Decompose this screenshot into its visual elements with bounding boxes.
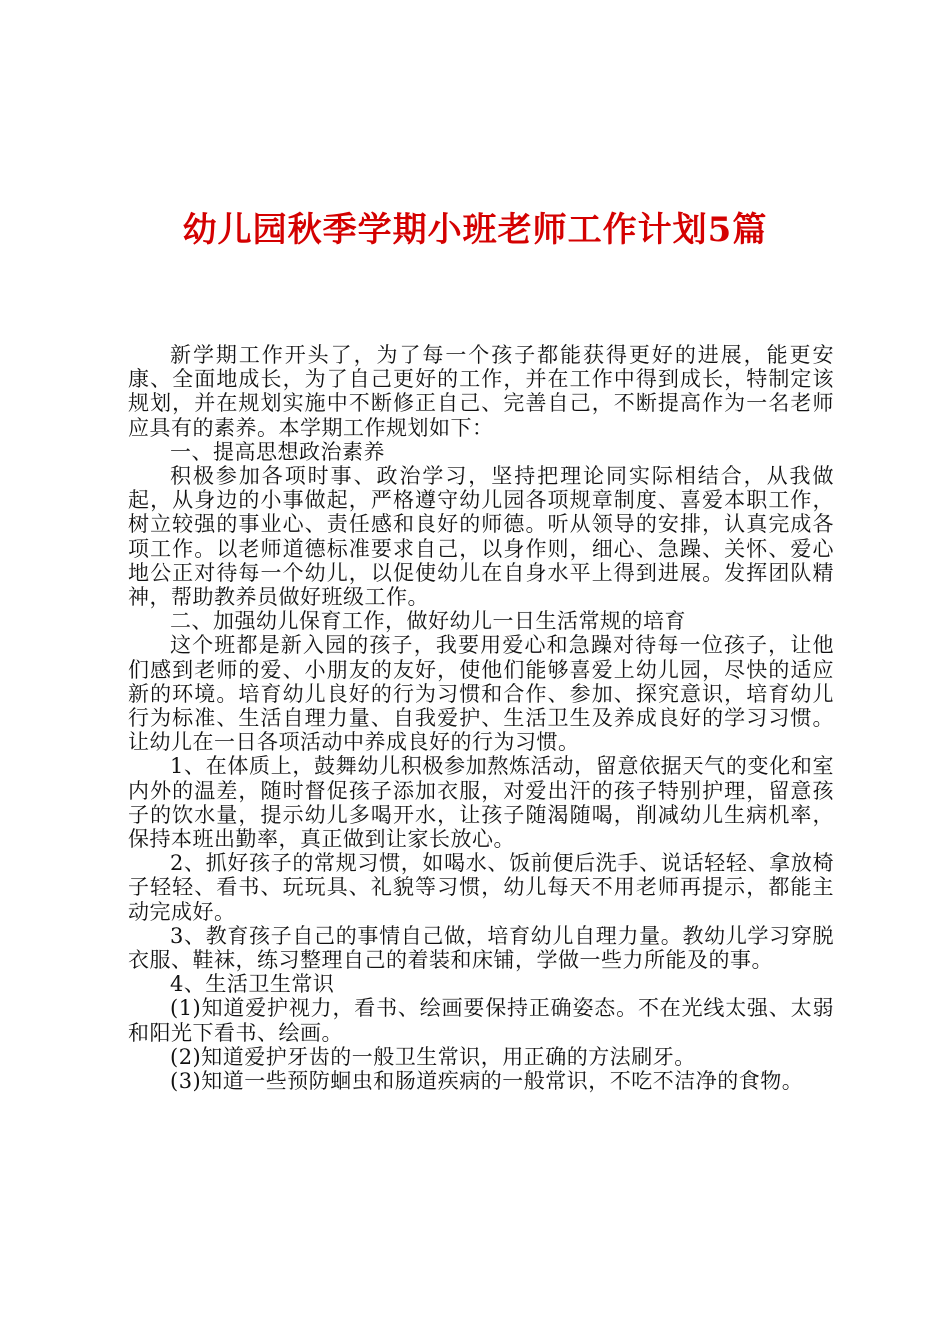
sub-list-item: (2)知道爱护牙齿的一般卫生常识，用正确的方法刷牙。 xyxy=(170,1044,696,1069)
document-body xyxy=(128,343,834,1093)
body-paragraph: 积极参加各项时事、政治学习，坚持把理论同实际相结合，从我做起，从身边的小事做起，严格遵守幼儿园各项规章制度、喜爱本职工作，树立较强的事业心、责任感和良好的师德。听从领导的安排，认真完成各项工作。以老师道德标准要求自己，以身作则，细心、急躁、关怀、爱心地公正对待每一个幼儿，以促使幼儿在自身水平上得到进展。发挥团队精神，帮助教养员做好班级工作。 xyxy=(128,464,834,610)
body-paragraph: 这个班都是新入园的孩子，我要用爱心和急躁对待每一位孩子，让他们感到老师的爱、小朋友的友好，使他们能够喜爱上幼儿园，尽快的适应新的环境。培育幼儿良好的行为习惯和合作、参加、探究意识，培育幼儿行为标准、生活自理力量、自我爱护、生活卫生及养成良好的学习习惯。让幼儿在一日各项活动中养成良好的行为习惯。 xyxy=(128,633,834,755)
list-item: 3、教育孩子自己的事情自己做，培育幼儿自理力量。教幼儿学习穿脱衣服、鞋袜，练习整理自己的着装和床铺，学做一些力所能及的事。 xyxy=(128,923,834,973)
list-item: 4、生活卫生常识 xyxy=(170,972,335,997)
list-item: 1、在体质上，鼓舞幼儿积极参加熬炼活动，留意依据天气的变化和室内外的温差，随时督促孩子添加衣服，对爱出汗的孩子特别护理，留意孩子的饮水量，提示幼儿多喝开水，让孩子随渴随喝，削减幼儿生病机率，保持本班出勤率，真正做到让家长放心。 xyxy=(128,754,834,852)
document-title: 幼儿园秋季学期小班老师工作计划5篇 xyxy=(182,210,768,250)
sub-list-item: (1)知道爱护视力，看书、绘画要保持正确姿态。不在光线太强、太弱和阳光下看书、绘画。 xyxy=(128,996,834,1045)
body-paragraph: 新学期工作开头了，为了每一个孩子都能获得更好的进展，能更安康、全面地成长，为了自己更好的工作，并在工作中得到成长，特制定该规划，并在规划实施中不断修正自己、完善自己，不断提高作为一名老师应具有的素养。本学期工作规划如下： xyxy=(128,343,834,440)
sub-list-item: (3)知道一些预防蛔虫和肠道疾病的一般常识，不吃不洁净的食物。 xyxy=(170,1069,804,1094)
section-heading: 二、加强幼儿保育工作，做好幼儿一日生活常规的培育 xyxy=(170,609,686,634)
list-item: 2、抓好孩子的常规习惯，如喝水、饭前便后洗手、说话轻轻、拿放椅子轻轻、看书、玩玩具、礼貌等习惯，幼儿每天不用老师再提示，都能主动完成好。 xyxy=(128,851,834,924)
section-heading: 一、提高思想政治素养 xyxy=(170,439,385,464)
